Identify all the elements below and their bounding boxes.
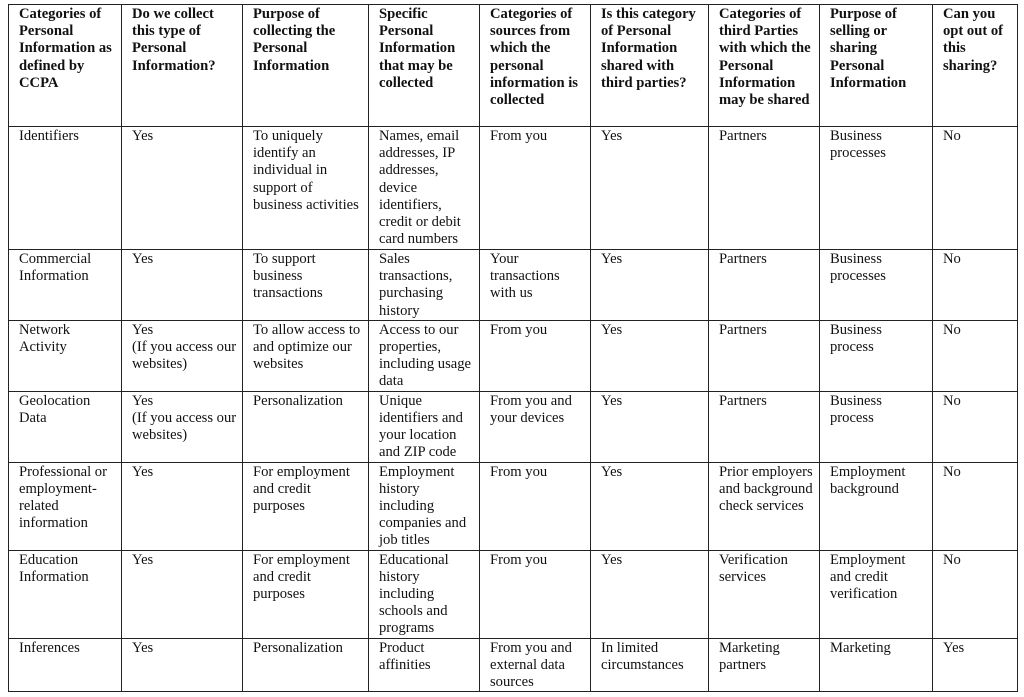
cell-third-parties: Marketing partners [709, 638, 820, 692]
cell-specific-pi: Access to our properties, including usage data [369, 320, 480, 391]
ccpa-personal-information-table [8, 4, 1018, 692]
cell-purpose: For employment and credit purposes [243, 462, 369, 550]
cell-sharing-purpose: Marketing [820, 638, 933, 692]
cell-category: Commercial Information [9, 250, 122, 321]
cell-collected: Yes [122, 250, 243, 321]
cell-collected: Yes (If you access our websites) [122, 391, 243, 462]
cell-specific-pi: Sales transactions, purchasing history [369, 250, 480, 321]
table-row-commercial-information [9, 250, 1018, 321]
cell-collected: Yes [122, 638, 243, 692]
cell-opt-out: No [933, 462, 1018, 550]
header-opt-out: Can you opt out of this sharing? [933, 5, 1018, 127]
cell-third-parties: Verification services [709, 550, 820, 638]
ccpa-disclosure-page [8, 4, 1017, 691]
cell-category: Geolocation Data [9, 391, 122, 462]
table-row-education-information [9, 550, 1018, 638]
cell-collected: Yes [122, 550, 243, 638]
cell-third-parties: Partners [709, 320, 820, 391]
header-shared-with-third-parties: Is this category of Personal Information shared with third parties? [591, 5, 709, 127]
cell-opt-out: No [933, 320, 1018, 391]
cell-shared: Yes [591, 250, 709, 321]
cell-shared: Yes [591, 320, 709, 391]
cell-category: Inferences [9, 638, 122, 692]
cell-purpose: To support business transactions [243, 250, 369, 321]
cell-sharing-purpose: Employment and credit verification [820, 550, 933, 638]
cell-shared: Yes [591, 550, 709, 638]
cell-category: Identifiers [9, 127, 122, 250]
cell-collected: Yes (If you access our websites) [122, 320, 243, 391]
cell-third-parties: Partners [709, 127, 820, 250]
table-row-inferences [9, 638, 1018, 692]
header-sharing-purpose: Purpose of selling or sharing Personal Information [820, 5, 933, 127]
cell-sharing-purpose: Business processes [820, 127, 933, 250]
table-header-row [9, 5, 1018, 127]
cell-shared: Yes [591, 391, 709, 462]
header-collected: Do we collect this type of Personal Information? [122, 5, 243, 127]
table-row-geolocation-data [9, 391, 1018, 462]
table-row-network-activity [9, 320, 1018, 391]
header-third-party-categories: Categories of third Parties with which the Personal Information may be shared [709, 5, 820, 127]
cell-sharing-purpose: Business process [820, 391, 933, 462]
cell-third-parties: Partners [709, 391, 820, 462]
cell-purpose: To allow access to and optimize our websites [243, 320, 369, 391]
cell-opt-out: No [933, 550, 1018, 638]
header-sources: Categories of sources from which the personal information is collected [480, 5, 591, 127]
cell-collected: Yes [122, 127, 243, 250]
cell-opt-out: No [933, 250, 1018, 321]
cell-specific-pi: Product affinities [369, 638, 480, 692]
cell-purpose: For employment and credit purposes [243, 550, 369, 638]
cell-specific-pi: Educational history including schools and programs [369, 550, 480, 638]
cell-category: Education Information [9, 550, 122, 638]
cell-collected: Yes [122, 462, 243, 550]
cell-third-parties: Prior employers and background check services [709, 462, 820, 550]
cell-purpose: Personalization [243, 638, 369, 692]
header-collection-purpose: Purpose of collecting the Personal Information [243, 5, 369, 127]
table-row-identifiers [9, 127, 1018, 250]
cell-purpose: To uniquely identify an individual in support of business activities [243, 127, 369, 250]
cell-sources: From you and your devices [480, 391, 591, 462]
cell-category: Professional or employment-related information [9, 462, 122, 550]
cell-shared: In limited circumstances [591, 638, 709, 692]
cell-category: Network Activity [9, 320, 122, 391]
cell-specific-pi: Employment history including companies and job titles [369, 462, 480, 550]
cell-third-parties: Partners [709, 250, 820, 321]
cell-shared: Yes [591, 127, 709, 250]
cell-sources: From you [480, 550, 591, 638]
cell-sharing-purpose: Business process [820, 320, 933, 391]
cell-purpose: Personalization [243, 391, 369, 462]
cell-opt-out: No [933, 127, 1018, 250]
cell-shared: Yes [591, 462, 709, 550]
cell-sources: From you [480, 462, 591, 550]
cell-sharing-purpose: Business processes [820, 250, 933, 321]
header-specific-pi: Specific Personal Information that may be collected [369, 5, 480, 127]
cell-opt-out: No [933, 391, 1018, 462]
cell-sharing-purpose: Employment background [820, 462, 933, 550]
cell-sources: Your transactions with us [480, 250, 591, 321]
cell-sources: From you [480, 320, 591, 391]
cell-opt-out: Yes [933, 638, 1018, 692]
cell-sources: From you [480, 127, 591, 250]
cell-specific-pi: Unique identifiers and your location and ZIP code [369, 391, 480, 462]
table-row-professional-information [9, 462, 1018, 550]
cell-specific-pi: Names, email addresses, IP addresses, device identifiers, credit or debit card numbers [369, 127, 480, 250]
header-pi-category: Categories of Personal Information as defined by CCPA [9, 5, 122, 127]
cell-sources: From you and external data sources [480, 638, 591, 692]
